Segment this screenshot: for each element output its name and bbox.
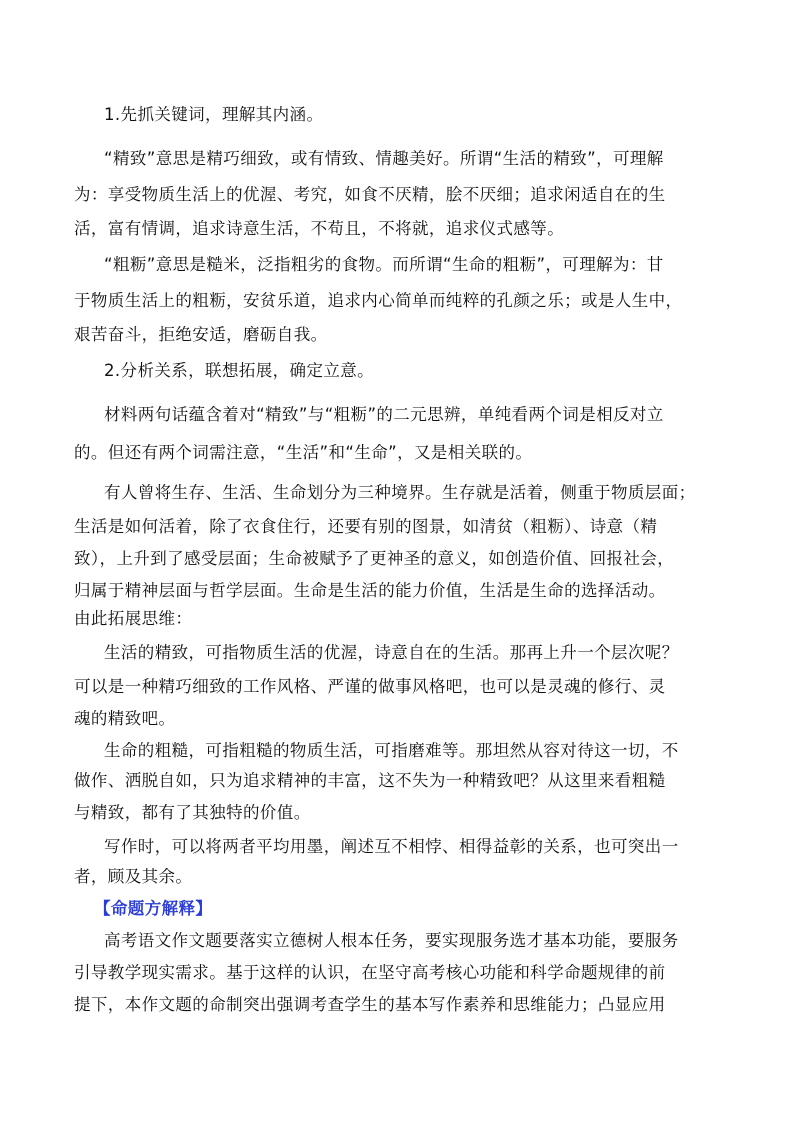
paragraph-line: 的。但还有两个词需注意，“生活”和“生命”，又是相关联的。 [74, 443, 533, 462]
section-heading: 【命题方解释】 [94, 899, 213, 918]
paragraph-line: 提下，本作文题的命制突出强调考查学生的基本写作素养和思维能力；凸显应用 [74, 995, 666, 1014]
paragraph-line: 致），上升到了感受层面；生命被赋予了更神圣的意义，如创造价值、回报社会， [74, 549, 675, 568]
paragraph-line: 引导教学现实需求。基于这样的认识，在坚守高考核心功能和科学命题规律的前 [74, 963, 666, 982]
step-two-heading: 2.分析关系，联想拓展，确定立意。 [104, 361, 375, 380]
paragraph-line: 魂的精致吧。 [74, 709, 176, 728]
paragraph-line: 归属于精神层面与哲学层面。生命是生活的能力价值，生活是生命的选择活动。 [74, 581, 666, 600]
paragraph-line: 活，富有情调，追求诗意生活，不苟且，不将就，追求仪式感等。 [74, 219, 565, 238]
paragraph-line: 有人曾将生存、生活、生命划分为三种境界。生存就是活着，侧重于物质层面； [104, 483, 696, 502]
paragraph-line: 可以是一种精巧细致的工作风格、严谨的做事风格吧，也可以是灵魂的修行、灵 [74, 677, 666, 696]
paragraph-line: 写作时，可以将两者平均用墨，阐述互不相悖、相得益彰的关系，也可突出一 [104, 837, 679, 856]
paragraph-line: “精致”意思是精巧细致，或有情致、情趣美好。所谓“生活的精致”，可理解 [104, 149, 664, 168]
paragraph-line: 于物质生活上的粗粝，安贫乐道，追求内心简单而纯粹的孔颜之乐；或是人生中， [74, 291, 683, 310]
step-one-heading: 1.先抓关键词，理解其内涵。 [104, 105, 324, 124]
paragraph-line: 材料两句话蕴含着对“精致”与“粗粝”的二元思辨，单纯看两个词是相反对立 [104, 405, 664, 424]
paragraph-line: 做作、洒脱自如，只为追求精神的丰富，这不失为一种精致吧？从这里来看粗糙 [74, 771, 666, 790]
paragraph-line: 由此拓展思维： [74, 609, 193, 628]
paragraph-line: “粗粝”意思是糙米，泛指粗劣的食物。而所谓“生命的粗粝”，可理解为：甘 [104, 255, 664, 274]
paragraph-line: 艰苦奋斗，拒绝安适，磨砺自我。 [74, 325, 328, 344]
paragraph-line: 为：享受物质生活上的优渥、考究，如食不厌精，脍不厌细；追求闲适自在的生 [74, 185, 666, 204]
paragraph-line: 生命的粗糙，可指粗糙的物质生活，可指磨难等。那坦然从容对待这一切，不 [104, 741, 679, 760]
paragraph-line: 者，顾及其余。 [74, 867, 193, 886]
paragraph-line: 与精致，都有了其独特的价值。 [74, 803, 311, 822]
paragraph-line: 生活的精致，可指物质生活的优渥，诗意自在的生活。那再上升一个层次呢？ [104, 643, 679, 662]
paragraph-line: 生活是如何活着，除了衣食住行，还要有别的图景，如清贫（粗粝）、诗意（精 [74, 517, 658, 536]
paragraph-line: 高考语文作文题要落实立德树人根本任务，要实现服务选才基本功能，要服务 [104, 931, 679, 950]
